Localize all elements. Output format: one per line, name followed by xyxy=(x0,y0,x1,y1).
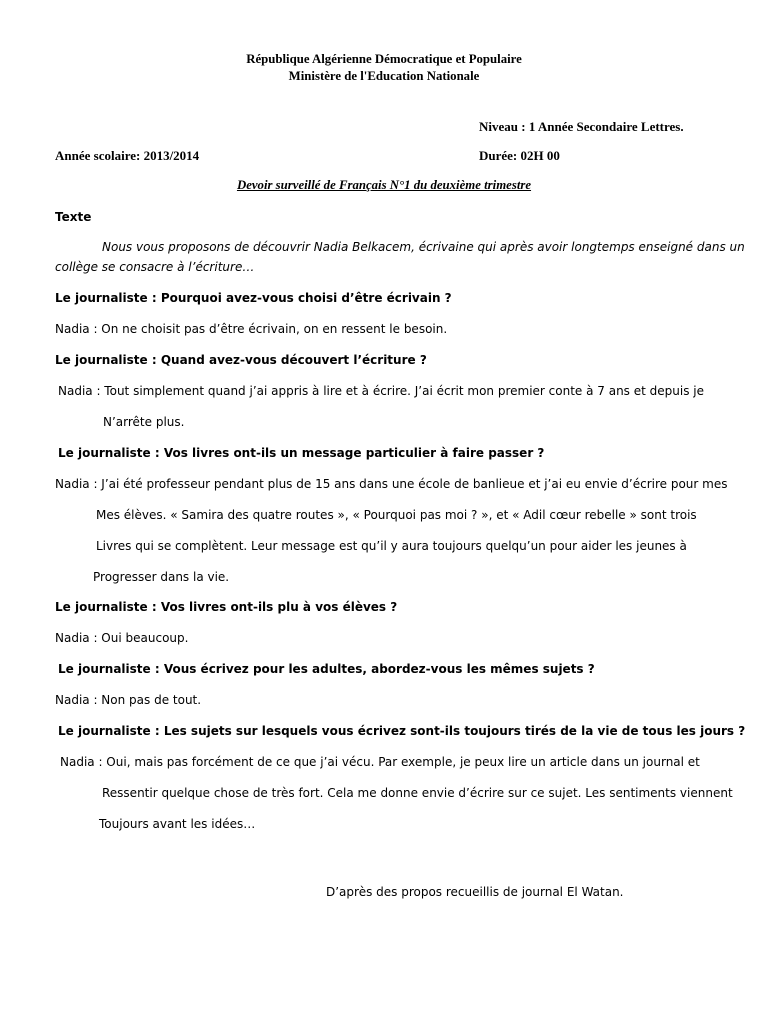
level-label: Niveau : 1 Année Secondaire Lettres. xyxy=(479,119,684,134)
dialogue-line: Nadia : Oui, mais pas forcément de ce que j’ai vécu. Par exemple, je peux lire un article dans un journal et xyxy=(60,755,700,769)
exam-title: Devoir surveillé de Français N°1 du deuxième trimestre xyxy=(236,178,532,192)
dialogue-line: Le journaliste : Les sujets sur lesquels vous écrivez sont-ils toujours tirés de la vie de tous les jours ? xyxy=(58,724,746,738)
school-year-label: Année scolaire: 2013/2014 xyxy=(55,148,200,163)
dialogue-line: Ressentir quelque chose de très fort. Cela me donne envie d’écrire sur ce sujet. Les sentiments viennent xyxy=(102,786,733,800)
dialogue-line: Le journaliste : Vous écrivez pour les adultes, abordez-vous les mêmes sujets ? xyxy=(58,662,595,676)
intro-line-1: Nous vous proposons de découvrir Nadia Belkacem, écrivaine qui après avoir longtemps enseigné dans un xyxy=(102,240,745,254)
source-attribution: D’après des propos recueillis de journal El Watan. xyxy=(326,885,624,899)
dialogue-line: Le journaliste : Pourquoi avez-vous choisi d’être écrivain ? xyxy=(55,291,452,305)
dialogue-line: Nadia : Oui beaucoup. xyxy=(55,631,189,645)
dialogue-line: Nadia : On ne choisit pas d’être écrivain, on en ressent le besoin. xyxy=(55,322,448,336)
dialogue-line: Le journaliste : Vos livres ont-ils un message particulier à faire passer ? xyxy=(58,446,545,460)
dialogue-line: Nadia : Non pas de tout. xyxy=(55,693,202,707)
dialogue-line: Progresser dans la vie. xyxy=(93,570,230,584)
dialogue-line: Mes élèves. « Samira des quatre routes », « Pourquoi pas moi ? », et « Adil cœur rebelle » sont trois xyxy=(96,508,697,522)
intro-line-2: collège se consacre à l’écriture… xyxy=(55,260,255,274)
dialogue-line: Nadia : Tout simplement quand j’ai appris à lire et à écrire. J’ai écrit mon premier conte à 7 ans et depuis je xyxy=(58,384,704,398)
header-republic: République Algérienne Démocratique et Populaire xyxy=(246,52,522,66)
dialogue-line: Livres qui se complètent. Leur message est qu’il y aura toujours quelqu’un pour aider les jeunes à xyxy=(96,539,687,553)
dialogue-line: Le journaliste : Vos livres ont-ils plu à vos élèves ? xyxy=(55,600,398,614)
header-ministry: Ministère de l'Education Nationale xyxy=(288,69,480,83)
dialogue-line: N’arrête plus. xyxy=(103,415,185,429)
dialogue-line: Toujours avant les idées… xyxy=(99,817,256,831)
dialogue-line: Nadia : J’ai été professeur pendant plus de 15 ans dans une école de banlieue et j’ai eu envie d’écrire pour mes xyxy=(55,477,728,491)
dialogue-line: Le journaliste : Quand avez-vous découvert l’écriture ? xyxy=(55,353,427,367)
duration-label: Durée: 02H 00 xyxy=(479,148,560,163)
text-section-label: Texte xyxy=(55,210,92,224)
